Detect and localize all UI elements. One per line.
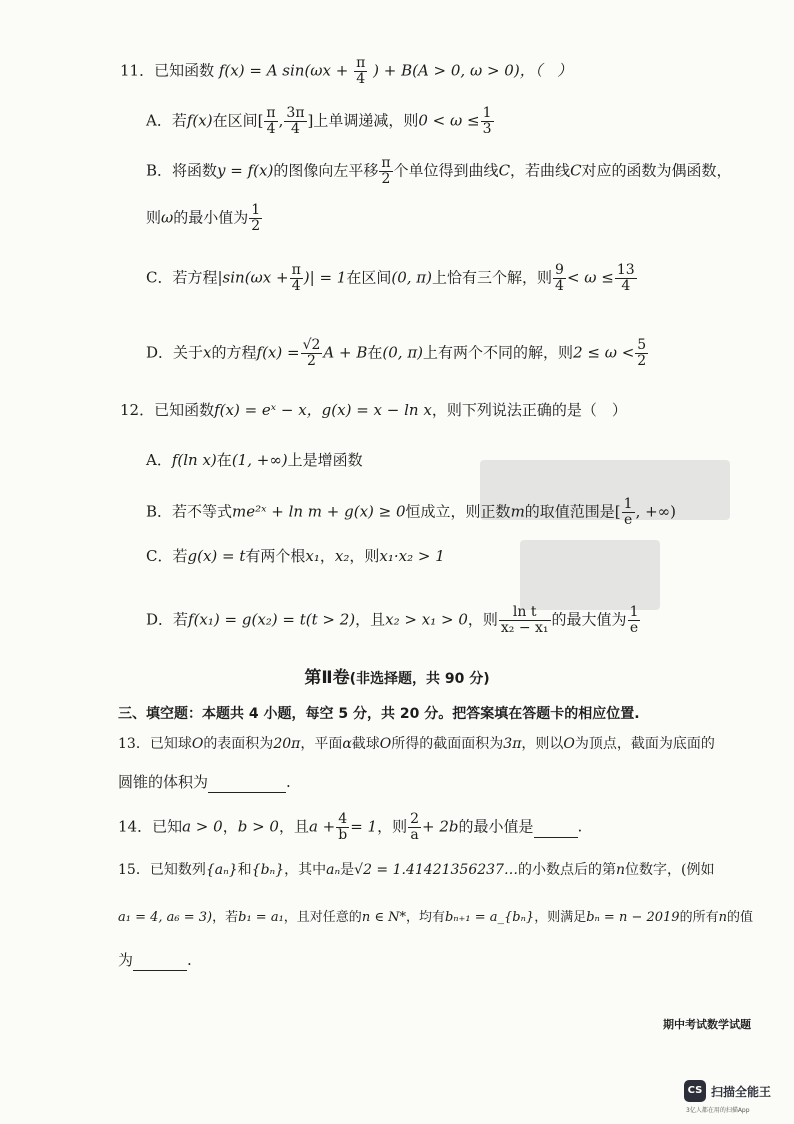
q12-stem: 12．已知函数f(x) = eˣ − x，g(x) = x − ln x，则下列说法正确的是（ ） <box>120 401 627 419</box>
fraction: $\frac{9}{4}$ <box>555 262 564 294</box>
answer-blank[interactable] <box>133 950 187 971</box>
q11-stem: 11．已知函数 f(x) = A sin(ωx + $\frac{\pi}{4}$ ) + B(A > 0, ω > 0)，（ ） <box>120 55 573 87</box>
scanner-app-name: 扫描全能王 <box>711 1085 772 1099</box>
fraction: $\frac{2}{a}$ <box>410 811 420 843</box>
answer-blank[interactable] <box>208 772 286 793</box>
camscanner-logo-icon: CS <box>684 1080 706 1102</box>
q12-option-d: D．若f(x₁) = g(x₂) = t(t > 2)，且x₂ > x₁ > 0，则 $\frac{\text{ln t}}{\text{x₂ − x₁}}$ 的最大值为 $\frac{1}{e}$ <box>146 604 639 636</box>
fraction: $\frac{\pi}{4}$ <box>291 262 301 294</box>
fraction: $\frac{\pi}{4}$ <box>266 105 276 137</box>
fraction: $\frac{\pi}{2}$ <box>381 155 391 187</box>
answer-blank[interactable] <box>534 817 578 838</box>
q15-line3: 为 . <box>118 951 192 969</box>
fraction: $\frac{√2}{2}$ <box>302 337 321 369</box>
q11-option-b-cont: 则ω的最小值为 $\frac{1}{2}$ <box>146 202 261 234</box>
q11-option-b: B．将函数y = f(x)的图像向左平移 $\frac{\pi}{2}$ 个单位得到曲线C，若曲线C对应的函数为偶函数， <box>146 155 732 187</box>
scan-smudge <box>520 540 660 610</box>
q13-line2: 圆锥的体积为 . <box>118 773 291 791</box>
footer-title: 期中考试数学试题 <box>663 1018 751 1031</box>
fraction: $\frac{3\pi}{4}$ <box>286 105 305 137</box>
q11-option-d: D．关于x的方程f(x) = $\frac{√2}{2}$ A + B在(0, π)上有两个不同的解，则2 ≤ ω < $\frac{5}{2}$ <box>146 337 647 369</box>
q11-option-a: A．若f(x)在区间[ $\frac{\pi}{4}$ , $\frac{3\pi}{4}$ ]上单调递减，则0 < ω ≤ $\frac{1}{3}$ <box>146 105 492 137</box>
q12-option-c: C．若g(x) = t有两个根x₁，x₂，则x₁·x₂ > 1 <box>146 547 445 565</box>
fraction: $\frac{\pi}{4}$ <box>356 55 366 87</box>
fraction: $\frac{1}{e}$ <box>623 496 633 528</box>
section3-heading: 三、填空题：本题共 4 小题，每空 5 分，共 20 分。把答案填在答题卡的相应位置. <box>118 706 640 722</box>
fraction: $\frac{1}{e}$ <box>629 604 639 636</box>
fraction: $\frac{1}{3}$ <box>482 105 492 137</box>
fraction: $\frac{5}{2}$ <box>637 337 647 369</box>
fraction: $\frac{4}{b}$ <box>338 811 348 843</box>
fraction: $\frac{1}{2}$ <box>251 202 261 234</box>
fraction: $\frac{\text{ln t}}{\text{x₂ − x₁}}$ <box>500 604 549 636</box>
fraction: $\frac{13}{4}$ <box>616 262 635 294</box>
q11-option-c: C．若方程|sin(ωx + $\frac{\pi}{4}$ )| = 1在区间(0, π)上恰有三个解，则 $\frac{9}{4}$ < ω ≤ $\frac{13}{4}$ <box>146 262 635 294</box>
q15-line2: a₁ = 4, a₆ = 3)，若b₁ = a₁，且对任意的n ∈ N*，均有bₙ₊₁ = a_{bₙ}，则满足bₙ = n − 2019的所有n的值 <box>118 910 753 925</box>
part2-title: 第Ⅱ卷(非选择题，共 90 分) <box>304 668 490 688</box>
q15-line1: 15．已知数列{aₙ}和{bₙ}，其中aₙ是√2 = 1.41421356237…的小数点后的第n位数字，(例如 <box>118 862 715 878</box>
q12-option-b: B．若不等式me²ˣ + ln m + g(x) ≥ 0恒成立，则正数m的取值范围是[ $\frac{1}{e}$ , +∞) <box>146 496 677 528</box>
q13-line1: 13．已知球O的表面积为20π，平面α截球O所得的截面面积为3π，则以O为顶点，截面为底面的 <box>118 736 715 752</box>
q14: 14．已知a > 0，b > 0，且a + $\frac{4}{b}$ = 1，则 $\frac{2}{a}$ + 2b的最小值是 . <box>118 811 583 843</box>
q12-option-a: A．f(ln x)在(1, +∞)上是增函数 <box>146 451 363 469</box>
scanner-tagline: 3亿人都在用的扫描App <box>686 1107 750 1114</box>
